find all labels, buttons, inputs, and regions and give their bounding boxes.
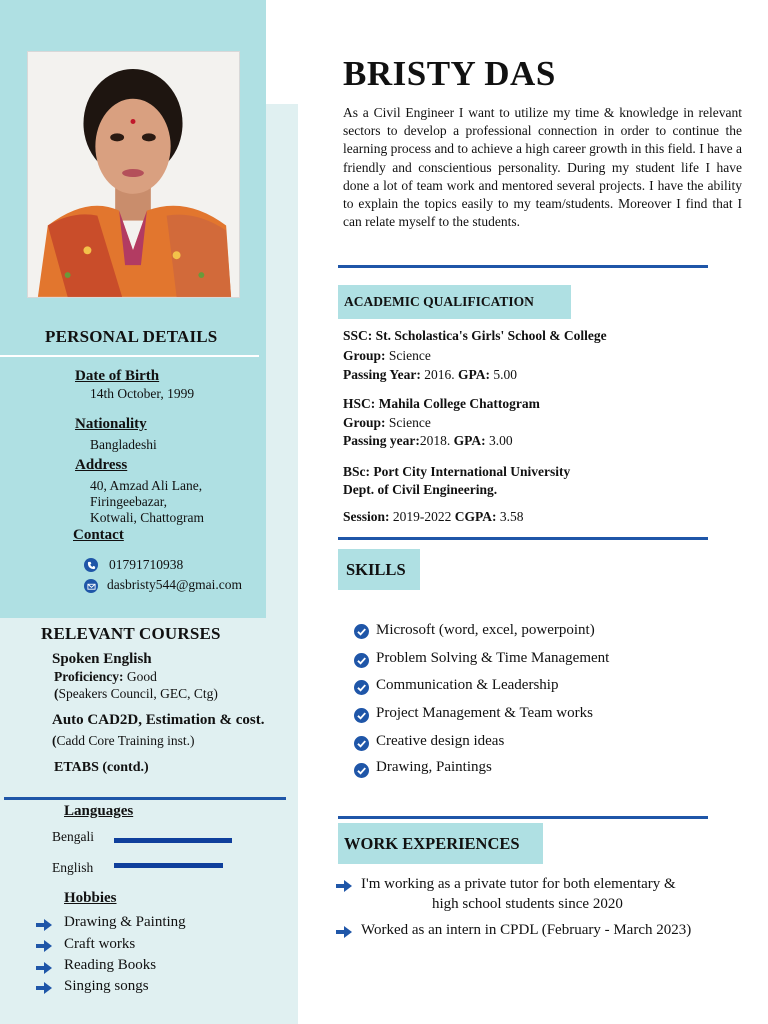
phone-icon — [84, 558, 98, 572]
nationality-label: Nationality — [75, 416, 147, 432]
hsc-group — [343, 415, 431, 431]
session-value: 2019-2022 — [389, 509, 452, 524]
group-value: Science — [385, 348, 431, 363]
languages-heading: Languages — [64, 803, 134, 819]
hobby-item: Craft works — [64, 936, 136, 952]
gpa-label: GPA: — [450, 433, 486, 448]
skills-divider — [338, 816, 708, 819]
hobby-item: Drawing & Painting — [64, 914, 186, 930]
courses-divider — [4, 797, 286, 800]
course-org-2-text: Cadd Core Training inst.) — [56, 733, 195, 748]
check-circle-icon — [354, 624, 369, 639]
profile-photo — [27, 51, 240, 298]
hsc-title: HSC: Mahila College Chattogram — [343, 396, 540, 411]
relevant-courses-heading: RELEVANT COURSES — [41, 624, 221, 643]
phone-number[interactable]: 01791710938 — [109, 557, 184, 572]
check-circle-icon — [354, 653, 369, 668]
ssc-passing — [343, 367, 517, 383]
arrow-right-icon — [336, 926, 352, 938]
nationality-value: Bangladeshi — [90, 437, 157, 452]
work-item-2: Worked as an intern in CPDL (February - March 2023) — [361, 922, 692, 938]
skill-item: Creative design ideas — [376, 733, 505, 749]
proficiency-value: Good — [123, 669, 157, 684]
cgpa-value: 3.58 — [496, 509, 524, 524]
session-label: Session: — [343, 509, 390, 524]
check-circle-icon — [354, 680, 369, 695]
bsc-title: BSc: Port City International University — [343, 464, 571, 479]
address-line-2: Firingeebazar, — [90, 494, 168, 509]
group-label: Group: — [343, 348, 386, 363]
course-spoken-english: Spoken English — [52, 651, 152, 667]
course-org-1 — [54, 686, 218, 702]
academic-divider — [338, 537, 708, 540]
email-address[interactable]: dasbristy544@gmai.com — [107, 577, 243, 592]
work-item-1-line-2: high school students since 2020 — [432, 896, 623, 912]
group-label: Group: — [343, 415, 386, 430]
hsc-passing — [343, 433, 513, 449]
paren: ( — [54, 686, 59, 701]
personal-details-heading: PERSONAL DETAILS — [45, 327, 218, 346]
language-bar-bengali — [114, 838, 232, 843]
hobbies-heading: Hobbies — [64, 890, 117, 906]
personal-divider — [0, 355, 259, 357]
course-org-2 — [52, 733, 195, 749]
passing-year-label: Passing Year: — [343, 367, 421, 382]
proficiency-label: Proficiency: — [54, 669, 124, 684]
passing-year-value: 2016. — [420, 367, 455, 382]
address-label: Address — [75, 457, 128, 473]
gpa-label: GPA: — [454, 367, 490, 382]
skill-item: Communication & Leadership — [376, 677, 559, 693]
group-value: Science — [385, 415, 431, 430]
career-summary: As a Civil Engineer I want to utilize my time & knowledge in relevant sectors to develop a professional connection in order to continue the learning process and to achieve a high career growth in this field. I have a friendly and conscientious personality. During my student life I have done a lot of team work and mentored several projects. I have the ability to explain the topics easily to my team/students. Moreover I find that I can relate myself to the students. — [343, 105, 742, 230]
hobby-item: Reading Books — [64, 957, 157, 973]
language-bengali: Bengali — [52, 829, 94, 844]
ssc-group — [343, 348, 431, 364]
course-org-1-text: Speakers Council, GEC, Ctg) — [58, 686, 218, 701]
contact-label: Contact — [73, 527, 124, 543]
candidate-name: BRISTY DAS — [343, 54, 556, 93]
course-proficiency — [54, 669, 157, 685]
skills-heading: SKILLS — [338, 549, 420, 590]
arrow-right-icon — [36, 962, 52, 974]
passing-year-label: Passing year: — [343, 433, 420, 448]
check-circle-icon — [354, 736, 369, 751]
ssc-title: SSC: St. Scholastica's Girls' School & College — [343, 328, 607, 343]
work-heading: WORK EXPERIENCES — [338, 823, 543, 864]
gpa-value: 5.00 — [490, 367, 517, 382]
arrow-right-icon — [36, 982, 52, 994]
passing-year-value: 2018. — [419, 433, 451, 448]
skill-item: Project Management & Team works — [376, 705, 593, 721]
check-circle-icon — [354, 708, 369, 723]
language-english: English — [52, 860, 94, 875]
address-line-1: 40, Amzad Ali Lane, — [90, 478, 203, 493]
gpa-value: 3.00 — [485, 433, 513, 448]
arrow-right-icon — [36, 940, 52, 952]
skill-item: Drawing, Paintings — [376, 759, 492, 775]
bsc-session — [343, 509, 524, 525]
dob-label: Date of Birth — [75, 368, 160, 384]
skill-item: Problem Solving & Time Management — [376, 650, 610, 666]
paren: ( — [52, 733, 57, 748]
check-circle-icon — [354, 763, 369, 778]
skill-item: Microsoft (word, excel, powerpoint) — [376, 622, 595, 638]
course-etabs: ETABS (contd.) — [54, 760, 149, 775]
bsc-dept: Dept. of Civil Engineering. — [343, 482, 498, 497]
cgpa-label: CGPA: — [451, 509, 497, 524]
language-bar-english — [114, 863, 223, 868]
dob-value: 14th October, 1999 — [90, 386, 195, 401]
arrow-right-icon — [336, 880, 352, 892]
arrow-right-icon — [36, 919, 52, 931]
work-item-1-line-1: I'm working as a private tutor for both elementary & — [361, 876, 676, 892]
address-line-3: Kotwali, Chattogram — [90, 510, 204, 525]
academic-heading: ACADEMIC QUALIFICATION — [338, 285, 571, 319]
hobby-item: Singing songs — [64, 978, 149, 994]
email-icon — [84, 579, 98, 593]
summary-divider — [338, 265, 708, 268]
course-autocad: Auto CAD2D, Estimation & cost. — [52, 712, 265, 728]
